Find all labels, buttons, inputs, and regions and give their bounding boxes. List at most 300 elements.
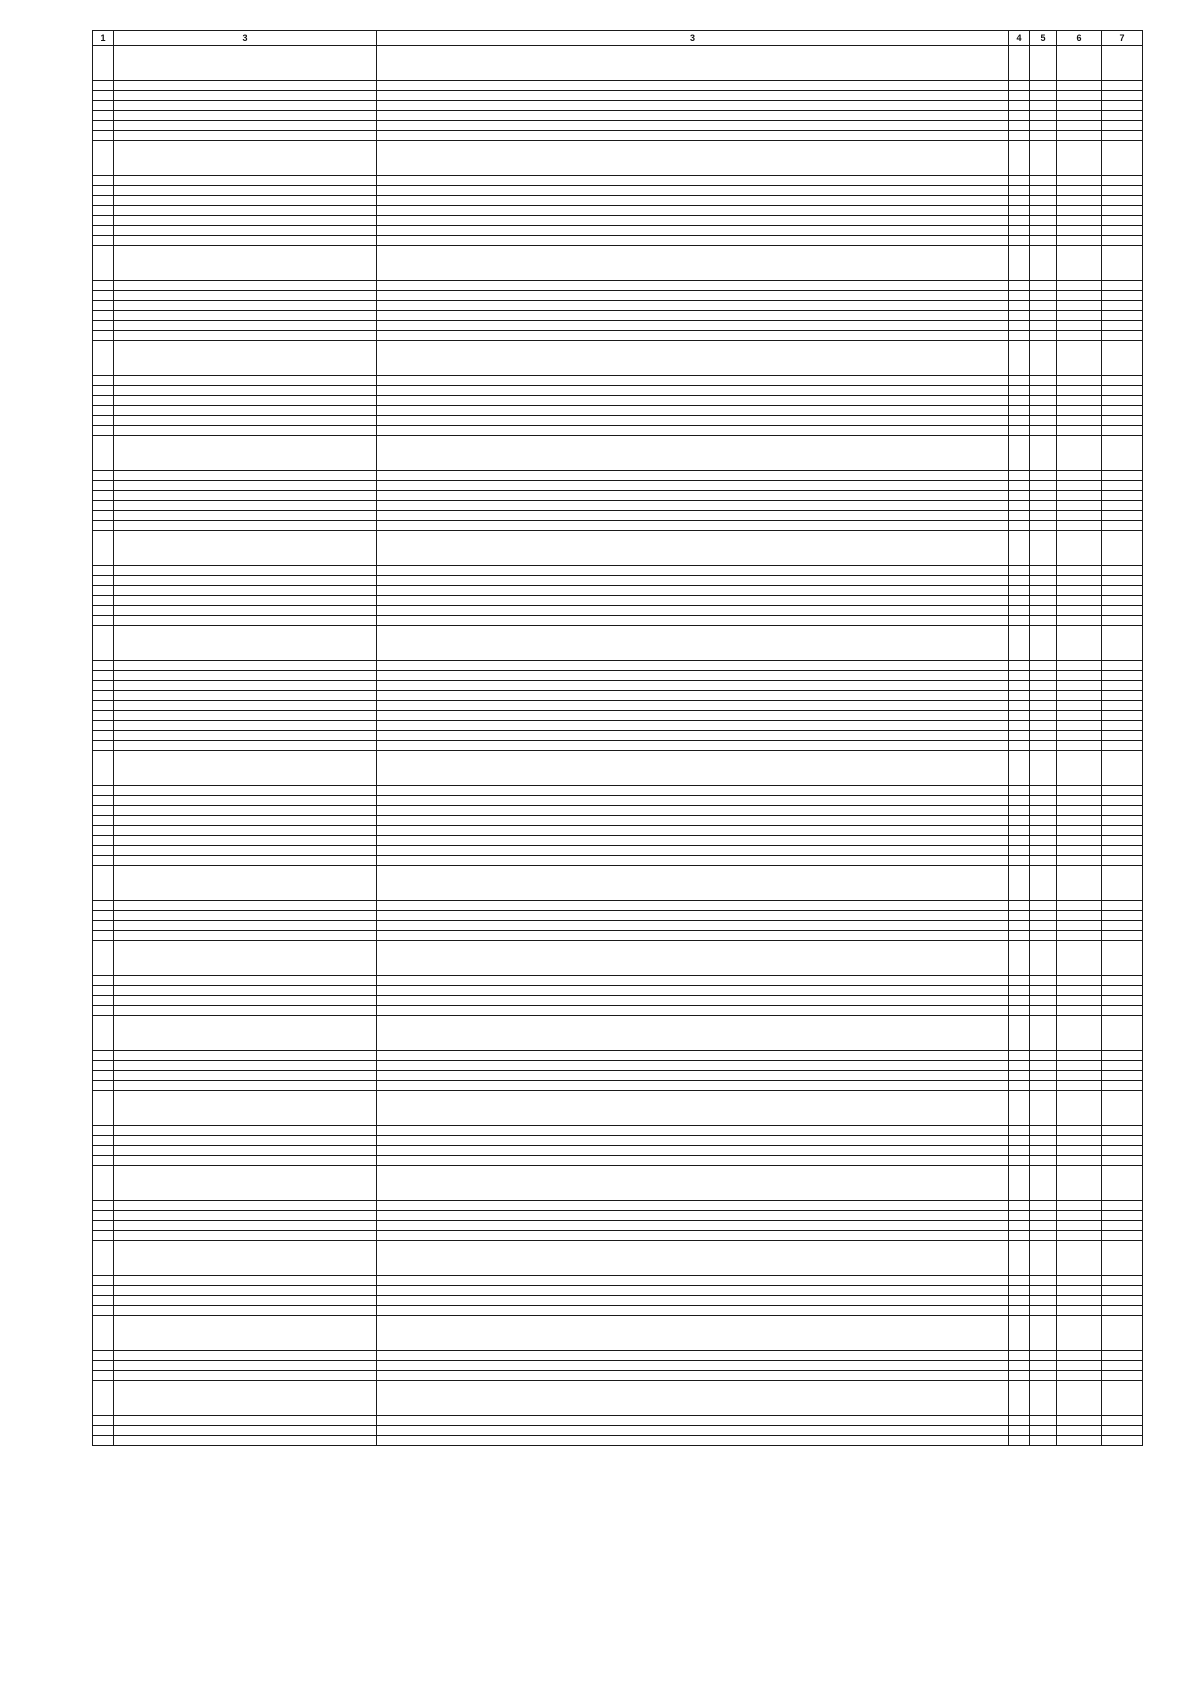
year-built-cell — [1009, 236, 1030, 246]
column-header: 7 — [1102, 31, 1143, 46]
row-number-cell — [93, 1211, 114, 1221]
note-cell — [1102, 1126, 1143, 1136]
year-built-cell — [1009, 1166, 1030, 1201]
year-built-cell — [1009, 141, 1030, 176]
address-cell — [114, 681, 377, 691]
address-cell — [114, 921, 377, 931]
row-number-cell — [93, 406, 114, 416]
work-description-cell — [377, 586, 1009, 596]
note-cell — [1102, 1166, 1143, 1201]
row-number-cell — [93, 806, 114, 816]
note-cell — [1102, 1051, 1143, 1061]
table-row — [93, 931, 1143, 941]
period-cell — [1057, 911, 1102, 921]
work-description-cell — [377, 711, 1009, 721]
table-row — [93, 1221, 1143, 1231]
period-cell — [1057, 341, 1102, 376]
year-repaired-cell — [1030, 141, 1057, 176]
table-row — [93, 786, 1143, 796]
work-description-cell — [377, 226, 1009, 236]
year-repaired-cell — [1030, 596, 1057, 606]
year-built-cell — [1009, 796, 1030, 806]
table-row — [93, 111, 1143, 121]
note-cell — [1102, 1231, 1143, 1241]
table-row — [93, 901, 1143, 911]
note-cell — [1102, 816, 1143, 826]
year-repaired-cell — [1030, 321, 1057, 331]
year-repaired-cell — [1030, 386, 1057, 396]
work-description-cell — [377, 426, 1009, 436]
work-description-cell — [377, 131, 1009, 141]
work-description-cell — [377, 386, 1009, 396]
address-cell — [114, 81, 377, 91]
year-built-cell — [1009, 1351, 1030, 1361]
note-cell — [1102, 246, 1143, 281]
table-row — [93, 131, 1143, 141]
table-row — [93, 91, 1143, 101]
address-cell — [114, 1286, 377, 1296]
row-number-cell — [93, 1426, 114, 1436]
work-description-cell — [377, 661, 1009, 671]
work-description-cell — [377, 81, 1009, 91]
year-repaired-cell — [1030, 1081, 1057, 1091]
address-cell — [114, 661, 377, 671]
year-built-cell — [1009, 1211, 1030, 1221]
year-built-cell — [1009, 616, 1030, 626]
table-body — [93, 46, 1143, 1446]
note-cell — [1102, 741, 1143, 751]
year-built-cell — [1009, 911, 1030, 921]
row-number-cell — [93, 531, 114, 566]
address-cell — [114, 901, 377, 911]
note-cell — [1102, 796, 1143, 806]
note-cell — [1102, 81, 1143, 91]
year-built-cell — [1009, 111, 1030, 121]
year-repaired-cell — [1030, 471, 1057, 481]
column-header: 6 — [1057, 31, 1102, 46]
row-number-cell — [93, 1296, 114, 1306]
period-cell — [1057, 1081, 1102, 1091]
year-built-cell — [1009, 436, 1030, 471]
work-description-cell — [377, 796, 1009, 806]
work-description-cell — [377, 741, 1009, 751]
year-built-cell — [1009, 921, 1030, 931]
work-description-cell — [377, 501, 1009, 511]
period-cell — [1057, 1231, 1102, 1241]
address-cell — [114, 1276, 377, 1286]
year-repaired-cell — [1030, 731, 1057, 741]
note-cell — [1102, 311, 1143, 321]
row-number-cell — [93, 1201, 114, 1211]
work-description-cell — [377, 291, 1009, 301]
year-built-cell — [1009, 1146, 1030, 1156]
year-repaired-cell — [1030, 1016, 1057, 1051]
row-number-cell — [93, 681, 114, 691]
address-cell — [114, 186, 377, 196]
note-cell — [1102, 826, 1143, 836]
year-built-cell — [1009, 1091, 1030, 1126]
period-cell — [1057, 661, 1102, 671]
row-number-cell — [93, 1156, 114, 1166]
year-built-cell — [1009, 996, 1030, 1006]
year-repaired-cell — [1030, 1276, 1057, 1286]
address-cell — [114, 206, 377, 216]
row-number-cell — [93, 426, 114, 436]
work-description-cell — [377, 531, 1009, 566]
year-repaired-cell — [1030, 406, 1057, 416]
address-cell — [114, 1306, 377, 1316]
address-cell — [114, 501, 377, 511]
row-number-cell — [93, 186, 114, 196]
year-repaired-cell — [1030, 1071, 1057, 1081]
year-built-cell — [1009, 1296, 1030, 1306]
work-description-cell — [377, 786, 1009, 796]
year-built-cell — [1009, 281, 1030, 291]
year-repaired-cell — [1030, 491, 1057, 501]
work-description-cell — [377, 1426, 1009, 1436]
year-repaired-cell — [1030, 511, 1057, 521]
year-built-cell — [1009, 866, 1030, 901]
note-cell — [1102, 491, 1143, 501]
row-number-cell — [93, 1016, 114, 1051]
table-row — [93, 836, 1143, 846]
work-description-cell — [377, 1221, 1009, 1231]
note-cell — [1102, 436, 1143, 471]
address-cell — [114, 616, 377, 626]
year-repaired-cell — [1030, 691, 1057, 701]
table-row — [93, 681, 1143, 691]
period-cell — [1057, 91, 1102, 101]
year-built-cell — [1009, 596, 1030, 606]
address-cell — [114, 856, 377, 866]
address-cell — [114, 671, 377, 681]
work-description-cell — [377, 46, 1009, 81]
table-row — [93, 566, 1143, 576]
period-cell — [1057, 1136, 1102, 1146]
work-description-cell — [377, 576, 1009, 586]
year-repaired-cell — [1030, 1201, 1057, 1211]
row-number-cell — [93, 206, 114, 216]
work-description-cell — [377, 436, 1009, 471]
note-cell — [1102, 606, 1143, 616]
year-repaired-cell — [1030, 521, 1057, 531]
year-repaired-cell — [1030, 101, 1057, 111]
note-cell — [1102, 121, 1143, 131]
period-cell — [1057, 1006, 1102, 1016]
work-description-cell — [377, 111, 1009, 121]
address-cell — [114, 806, 377, 816]
year-repaired-cell — [1030, 1371, 1057, 1381]
row-number-cell — [93, 931, 114, 941]
row-number-cell — [93, 576, 114, 586]
year-built-cell — [1009, 741, 1030, 751]
work-description-cell — [377, 1361, 1009, 1371]
year-repaired-cell — [1030, 796, 1057, 806]
address-cell — [114, 816, 377, 826]
note-cell — [1102, 1296, 1143, 1306]
work-description-cell — [377, 941, 1009, 976]
year-repaired-cell — [1030, 531, 1057, 566]
period-cell — [1057, 1241, 1102, 1276]
table-row — [93, 626, 1143, 661]
note-cell — [1102, 1371, 1143, 1381]
address-cell — [114, 731, 377, 741]
table-row — [93, 521, 1143, 531]
note-cell — [1102, 681, 1143, 691]
year-built-cell — [1009, 701, 1030, 711]
table-row — [93, 1061, 1143, 1071]
table-row — [93, 1276, 1143, 1286]
work-description-cell — [377, 1351, 1009, 1361]
note-cell — [1102, 731, 1143, 741]
work-description-cell — [377, 866, 1009, 901]
row-number-cell — [93, 311, 114, 321]
year-repaired-cell — [1030, 836, 1057, 846]
note-cell — [1102, 1146, 1143, 1156]
period-cell — [1057, 206, 1102, 216]
note-cell — [1102, 836, 1143, 846]
address-cell — [114, 1126, 377, 1136]
column-header: 3 — [114, 31, 377, 46]
row-number-cell — [93, 836, 114, 846]
table-row — [93, 406, 1143, 416]
year-repaired-cell — [1030, 1051, 1057, 1061]
year-repaired-cell — [1030, 586, 1057, 596]
period-cell — [1057, 1436, 1102, 1446]
address-cell — [114, 226, 377, 236]
header-row — [93, 31, 1143, 46]
year-repaired-cell — [1030, 301, 1057, 311]
address-cell — [114, 396, 377, 406]
address-cell — [114, 711, 377, 721]
row-number-cell — [93, 566, 114, 576]
table-row — [93, 531, 1143, 566]
year-repaired-cell — [1030, 1316, 1057, 1351]
year-repaired-cell — [1030, 81, 1057, 91]
work-description-cell — [377, 616, 1009, 626]
note-cell — [1102, 996, 1143, 1006]
row-number-cell — [93, 1166, 114, 1201]
note-cell — [1102, 501, 1143, 511]
year-repaired-cell — [1030, 1156, 1057, 1166]
note-cell — [1102, 596, 1143, 606]
year-repaired-cell — [1030, 711, 1057, 721]
address-cell — [114, 1136, 377, 1146]
work-description-cell — [377, 846, 1009, 856]
table-row — [93, 196, 1143, 206]
address-cell — [114, 1081, 377, 1091]
row-number-cell — [93, 501, 114, 511]
note-cell — [1102, 111, 1143, 121]
year-repaired-cell — [1030, 741, 1057, 751]
year-built-cell — [1009, 1241, 1030, 1276]
note-cell — [1102, 1081, 1143, 1091]
address-cell — [114, 1071, 377, 1081]
row-number-cell — [93, 386, 114, 396]
work-description-cell — [377, 311, 1009, 321]
work-description-cell — [377, 1071, 1009, 1081]
year-repaired-cell — [1030, 196, 1057, 206]
note-cell — [1102, 141, 1143, 176]
year-built-cell — [1009, 386, 1030, 396]
work-description-cell — [377, 986, 1009, 996]
table-row — [93, 501, 1143, 511]
year-built-cell — [1009, 131, 1030, 141]
period-cell — [1057, 1316, 1102, 1351]
year-built-cell — [1009, 101, 1030, 111]
year-built-cell — [1009, 836, 1030, 846]
work-description-cell — [377, 1006, 1009, 1016]
row-number-cell — [93, 711, 114, 721]
note-cell — [1102, 786, 1143, 796]
work-description-cell — [377, 1296, 1009, 1306]
note-cell — [1102, 856, 1143, 866]
period-cell — [1057, 616, 1102, 626]
address-cell — [114, 786, 377, 796]
period-cell — [1057, 176, 1102, 186]
table-row — [93, 426, 1143, 436]
work-description-cell — [377, 396, 1009, 406]
year-repaired-cell — [1030, 671, 1057, 681]
year-repaired-cell — [1030, 721, 1057, 731]
note-cell — [1102, 521, 1143, 531]
row-number-cell — [93, 131, 114, 141]
table-row — [93, 1071, 1143, 1081]
table-row — [93, 576, 1143, 586]
table-row — [93, 81, 1143, 91]
period-cell — [1057, 301, 1102, 311]
address-cell — [114, 1006, 377, 1016]
table-row — [93, 826, 1143, 836]
period-cell — [1057, 376, 1102, 386]
address-cell — [114, 246, 377, 281]
column-header: 3 — [377, 31, 1009, 46]
year-built-cell — [1009, 661, 1030, 671]
year-built-cell — [1009, 806, 1030, 816]
year-built-cell — [1009, 566, 1030, 576]
year-repaired-cell — [1030, 616, 1057, 626]
note-cell — [1102, 921, 1143, 931]
year-repaired-cell — [1030, 606, 1057, 616]
note-cell — [1102, 846, 1143, 856]
row-number-cell — [93, 856, 114, 866]
row-number-cell — [93, 236, 114, 246]
year-built-cell — [1009, 786, 1030, 796]
year-built-cell — [1009, 816, 1030, 826]
note-cell — [1102, 226, 1143, 236]
year-built-cell — [1009, 691, 1030, 701]
table-row — [93, 1156, 1143, 1166]
year-built-cell — [1009, 711, 1030, 721]
period-cell — [1057, 81, 1102, 91]
address-cell — [114, 406, 377, 416]
year-repaired-cell — [1030, 311, 1057, 321]
year-repaired-cell — [1030, 501, 1057, 511]
address-cell — [114, 481, 377, 491]
work-description-cell — [377, 1136, 1009, 1146]
address-cell — [114, 1241, 377, 1276]
table-header — [93, 31, 1143, 46]
year-built-cell — [1009, 1416, 1030, 1426]
year-repaired-cell — [1030, 901, 1057, 911]
period-cell — [1057, 406, 1102, 416]
note-cell — [1102, 1241, 1143, 1276]
address-cell — [114, 1061, 377, 1071]
note-cell — [1102, 911, 1143, 921]
work-description-cell — [377, 1286, 1009, 1296]
row-number-cell — [93, 321, 114, 331]
note-cell — [1102, 186, 1143, 196]
note-cell — [1102, 101, 1143, 111]
table-row — [93, 341, 1143, 376]
period-cell — [1057, 921, 1102, 931]
work-description-cell — [377, 1091, 1009, 1126]
table-row — [93, 1306, 1143, 1316]
work-description-cell — [377, 511, 1009, 521]
period-cell — [1057, 101, 1102, 111]
work-description-cell — [377, 216, 1009, 226]
work-description-cell — [377, 751, 1009, 786]
row-number-cell — [93, 661, 114, 671]
note-cell — [1102, 341, 1143, 376]
note-cell — [1102, 1351, 1143, 1361]
address-cell — [114, 491, 377, 501]
note-cell — [1102, 426, 1143, 436]
table-row — [93, 281, 1143, 291]
year-repaired-cell — [1030, 1136, 1057, 1146]
row-number-cell — [93, 301, 114, 311]
table-row — [93, 1436, 1143, 1446]
year-repaired-cell — [1030, 226, 1057, 236]
year-built-cell — [1009, 826, 1030, 836]
table-row — [93, 806, 1143, 816]
work-description-cell — [377, 341, 1009, 376]
period-cell — [1057, 931, 1102, 941]
year-built-cell — [1009, 91, 1030, 101]
year-repaired-cell — [1030, 986, 1057, 996]
year-repaired-cell — [1030, 816, 1057, 826]
table-row — [93, 1371, 1143, 1381]
note-cell — [1102, 1156, 1143, 1166]
work-description-cell — [377, 206, 1009, 216]
work-description-cell — [377, 671, 1009, 681]
table-row — [93, 481, 1143, 491]
work-description-cell — [377, 596, 1009, 606]
row-number-cell — [93, 986, 114, 996]
table-row — [93, 701, 1143, 711]
table-row — [93, 1241, 1143, 1276]
year-repaired-cell — [1030, 1426, 1057, 1436]
table-row — [93, 616, 1143, 626]
year-repaired-cell — [1030, 976, 1057, 986]
table-row — [93, 1231, 1143, 1241]
address-cell — [114, 291, 377, 301]
work-description-cell — [377, 566, 1009, 576]
work-description-cell — [377, 681, 1009, 691]
table-row — [93, 301, 1143, 311]
note-cell — [1102, 196, 1143, 206]
row-number-cell — [93, 671, 114, 681]
note-cell — [1102, 1381, 1143, 1416]
note-cell — [1102, 671, 1143, 681]
row-number-cell — [93, 1221, 114, 1231]
row-number-cell — [93, 46, 114, 81]
period-cell — [1057, 1071, 1102, 1081]
table-row — [93, 206, 1143, 216]
work-description-cell — [377, 1231, 1009, 1241]
table-row — [93, 731, 1143, 741]
period-cell — [1057, 1051, 1102, 1061]
